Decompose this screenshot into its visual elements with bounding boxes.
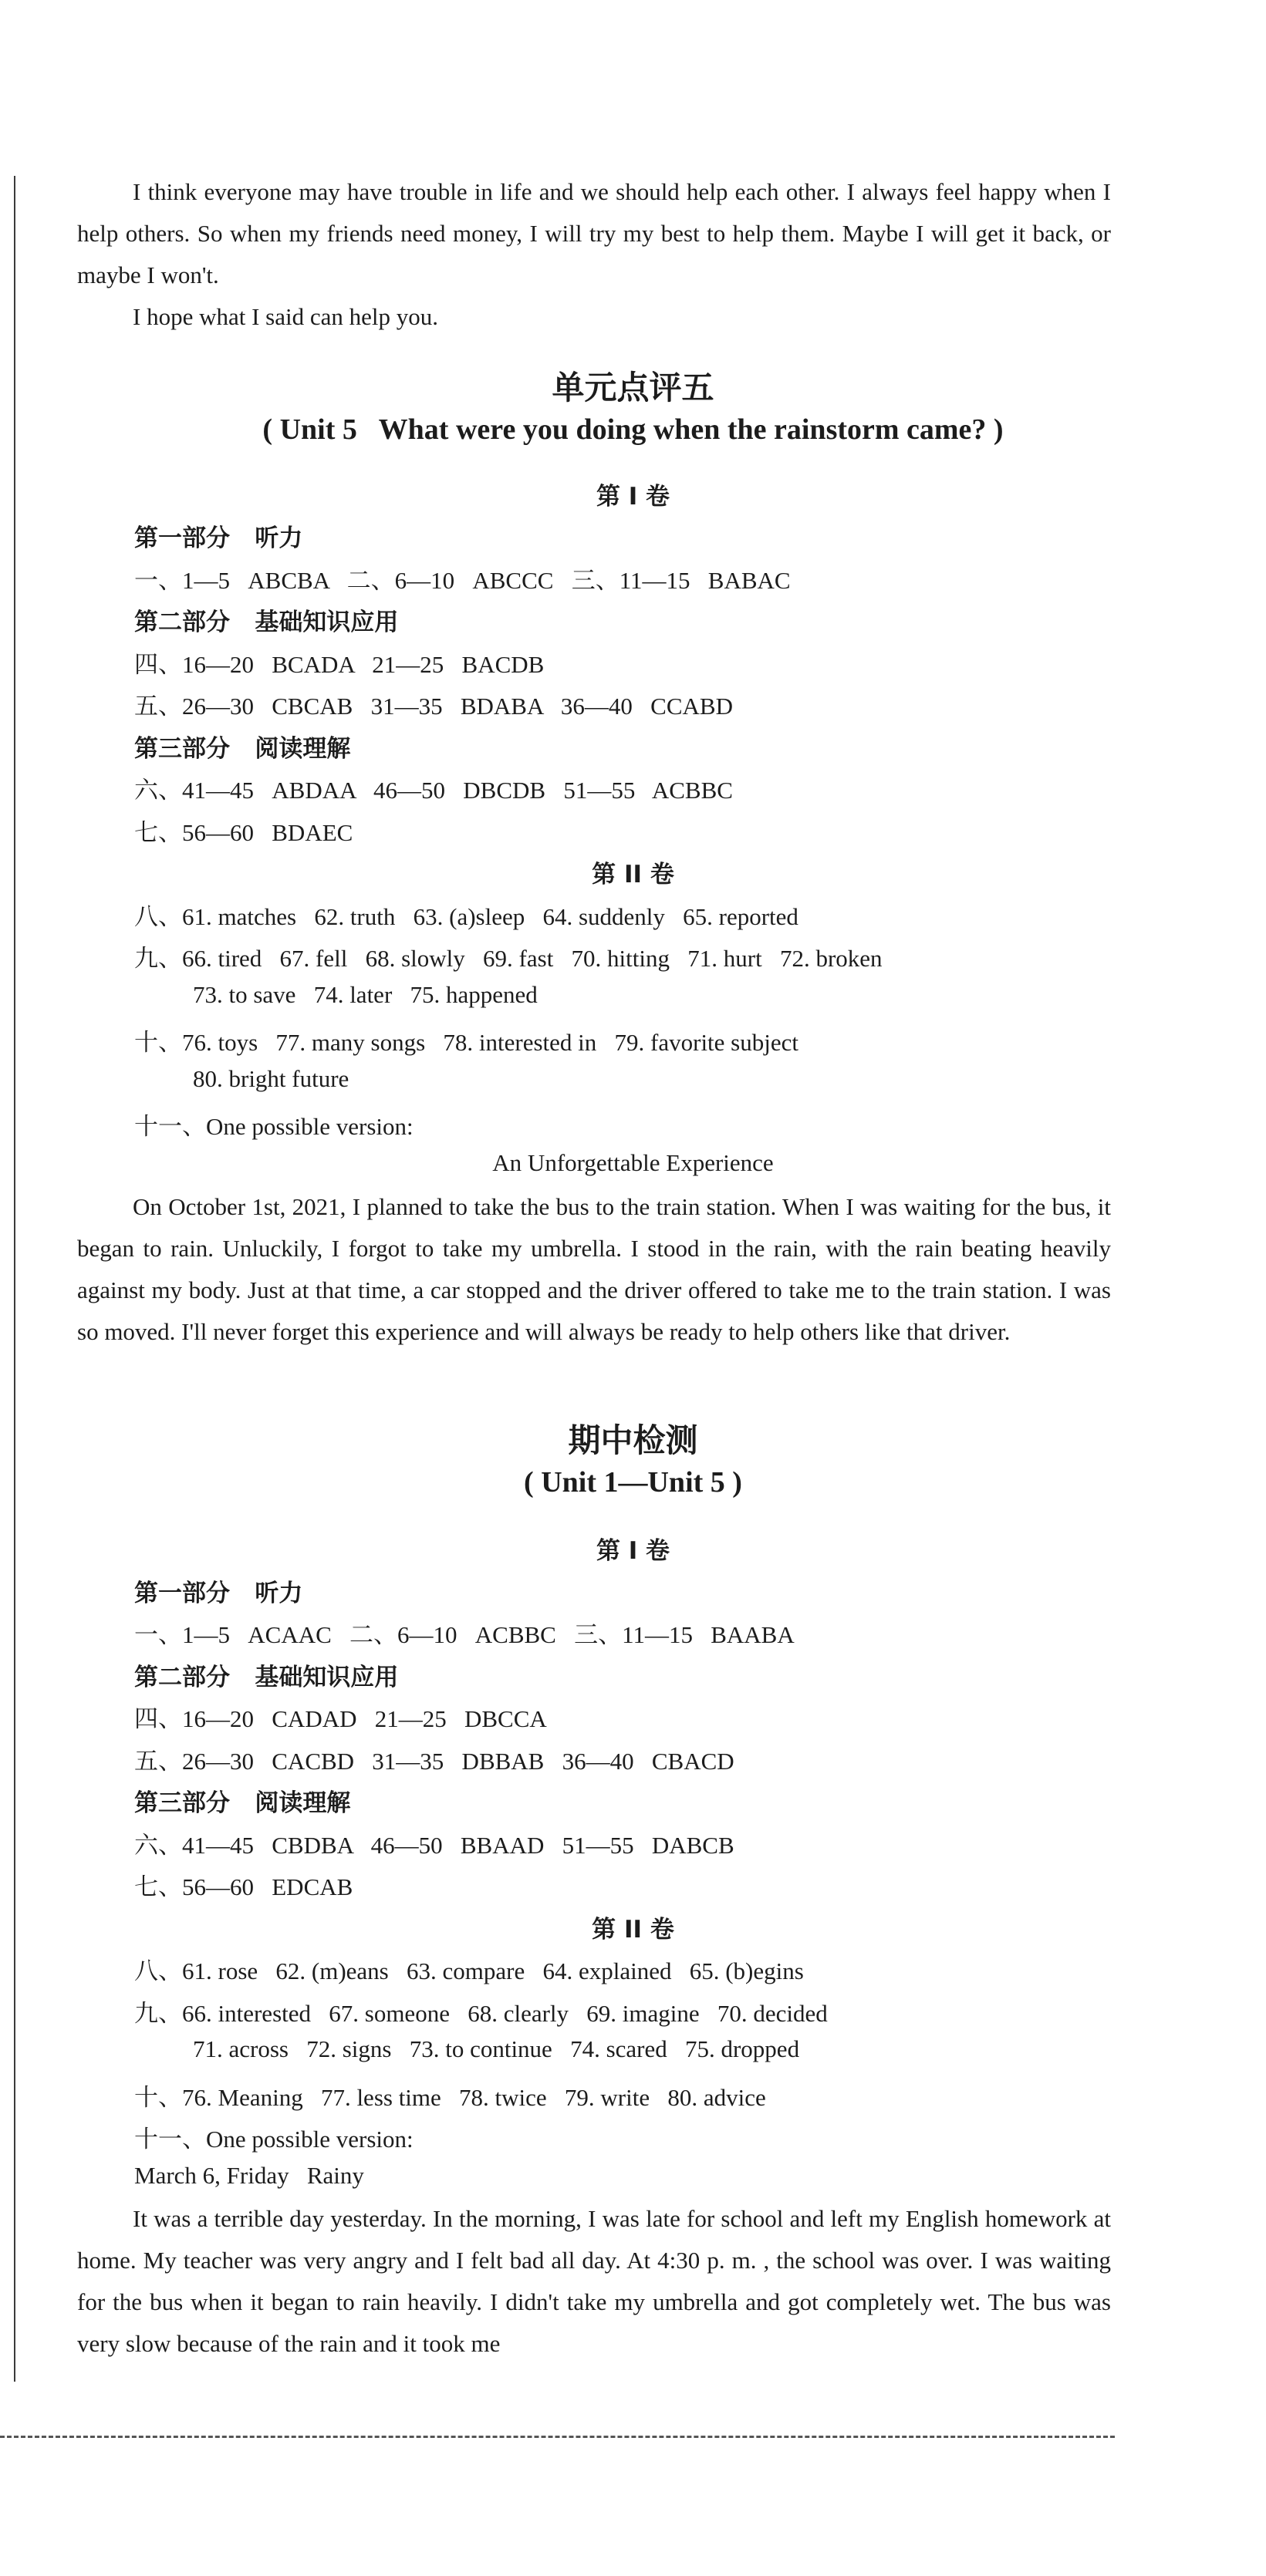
unit5-answers-1-15: 一、1—5 ABCBA 二、6—10 ABCCC 三、11—15 BABAC	[134, 567, 791, 594]
unit5-answers-80: 80. bright future	[193, 1065, 349, 1092]
midterm-title: 期中检测	[568, 1421, 698, 1459]
unit5-writing-heading: 十一、One possible version:	[134, 1113, 414, 1140]
intro-paragraph-1: I think everyone may have trouble in life and we should help each other. I always feel happy when I help others. So when my friends need money, I will try my best to help them. Maybe I will get it back, or maybe I won't.	[77, 178, 1111, 288]
unit5-essay-title: An Unforgettable Experience	[492, 1149, 774, 1176]
unit5-essay-text: On October 1st, 2021, I planned to take the bus to the train station. When I was waiting for the bus, it began to rain. Unluckily, I forgot to take my umbrella. I stood in the rain, with the rain beating heavily against my body. Just at that time, a car stopped and the driver offered to take me to the train station. I was so moved. I'll never forget this experience and will always be ready to help others like that driver.	[77, 1193, 1111, 1345]
unit5-answers-41-55: 六、41—45 ABDAA 46—50 DBCDB 51—55 ACBBC	[134, 777, 733, 804]
intro-paragraph-2: I hope what I said can help you.	[133, 303, 438, 330]
unit5-volume-1: 第 I 卷	[596, 483, 670, 511]
midterm-part1-heading: 第一部分 听力	[134, 1580, 303, 1607]
unit5-volume-2: 第 II 卷	[592, 861, 674, 888]
midterm-part3-heading: 第三部分 阅读理解	[134, 1789, 351, 1817]
unit5-answers-76-79: 十、76. toys 77. many songs 78. interested in 79. favorite subject	[134, 1029, 798, 1056]
unit5-answers-73-75: 73. to save 74. later 75. happened	[193, 981, 538, 1008]
unit5-answers-61-65: 八、61. matches 62. truth 63. (a)sleep 64. suddenly 65. reported	[134, 903, 798, 930]
midterm-answers-41-55: 六、41—45 CBDBA 46—50 BBAAD 51—55 DABCB	[134, 1832, 734, 1859]
unit5-part2-heading: 第二部分 基础知识应用	[134, 609, 399, 636]
unit5-part3-heading: 第三部分 阅读理解	[134, 735, 351, 763]
midterm-subtitle: ( Unit 1—Unit 5 )	[524, 1466, 742, 1499]
unit5-essay	[77, 1186, 1111, 1353]
unit5-part1-heading: 第一部分 听力	[134, 524, 303, 552]
midterm-volume-1: 第 I 卷	[596, 1537, 670, 1565]
midterm-essay	[77, 2198, 1111, 2365]
unit5-answers-66-72: 九、66. tired 67. fell 68. slowly 69. fast 70. hitting 71. hurt 72. broken	[134, 945, 883, 972]
bottom-dashed-divider	[0, 2436, 1115, 2438]
unit5-answers-16-25: 四、16—20 BCADA 21—25 BACDB	[134, 651, 545, 678]
unit5-title: 单元点评五	[552, 369, 714, 406]
midterm-answers-56-60: 七、56—60 EDCAB	[134, 1873, 353, 1900]
unit5-subtitle: ( Unit 5 What were you doing when the rainstorm came? )	[262, 413, 1004, 446]
midterm-writing-heading: 十一、One possible version:	[134, 2126, 414, 2153]
midterm-volume-2: 第 II 卷	[592, 1916, 674, 1944]
midterm-answers-61-65: 八、61. rose 62. (m)eans 63. compare 64. explained 65. (b)egins	[134, 1957, 804, 1984]
midterm-answers-26-40: 五、26—30 CACBD 31—35 DBBAB 36—40 CBACD	[134, 1748, 734, 1775]
midterm-essay-text: It was a terrible day yesterday. In the morning, I was late for school and left my English homework at home. My teacher was very angry and I felt bad all day. At 4:30 p. m. , the school was over. I was waiting for the bus when it began to rain heavily. I didn't take my umbrella and got completely wet. The bus was very slow because of the rain and it took me	[77, 2205, 1111, 2357]
unit5-answers-56-60: 七、56—60 BDAEC	[134, 819, 353, 846]
midterm-answers-66-70: 九、66. interested 67. someone 68. clearly 69. imagine 70. decided	[134, 2000, 828, 2027]
intro-paragraph	[77, 171, 1111, 338]
unit5-answers-26-40: 五、26—30 CBCAB 31—35 BDABA 36—40 CCABD	[134, 693, 733, 720]
midterm-answers-1-15: 一、1—5 ACAAC 二、6—10 ACBBC 三、11—15 BAABA	[134, 1621, 795, 1648]
midterm-diary-date: March 6, Friday Rainy	[134, 2162, 364, 2189]
midterm-part2-heading: 第二部分 基础知识应用	[134, 1664, 399, 1691]
midterm-answers-76-80: 十、76. Meaning 77. less time 78. twice 79. write 80. advice	[134, 2084, 766, 2111]
midterm-answers-71-75: 71. across 72. signs 73. to continue 74. scared 75. dropped	[193, 2035, 800, 2062]
midterm-answers-16-25: 四、16—20 CADAD 21—25 DBCCA	[134, 1705, 547, 1732]
